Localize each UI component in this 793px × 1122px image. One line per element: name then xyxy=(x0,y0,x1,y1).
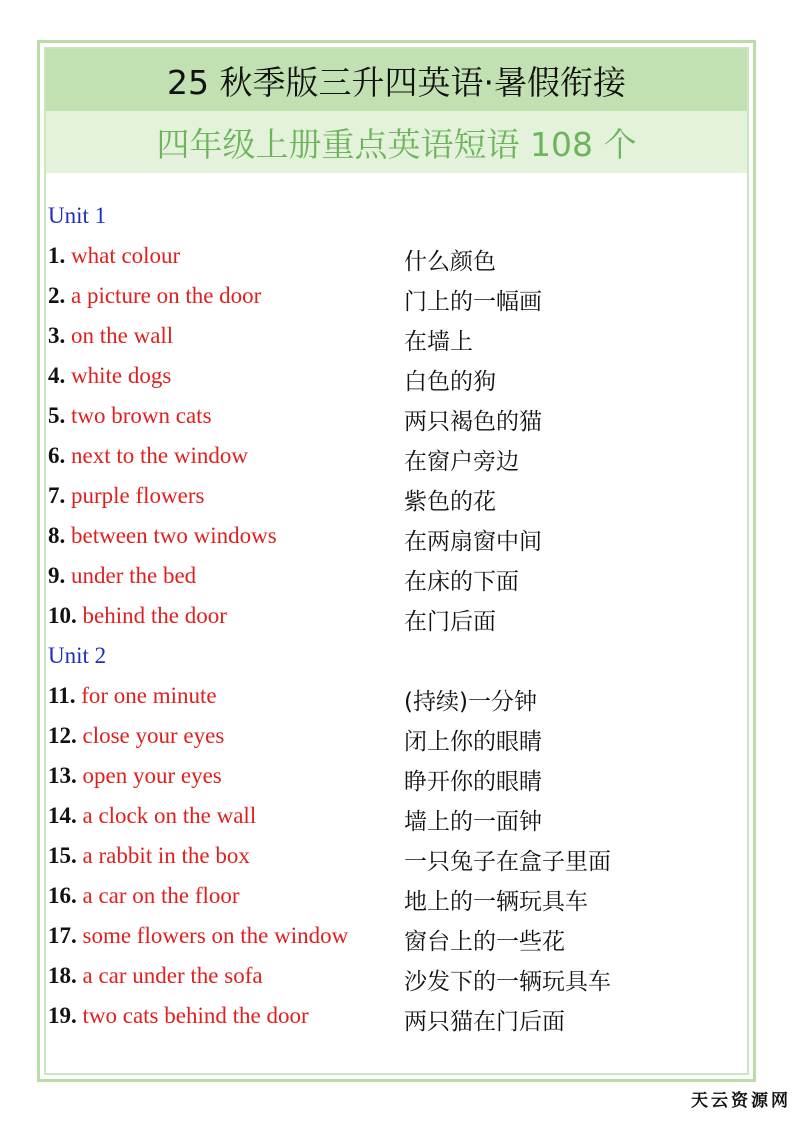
english-phrase-cell xyxy=(48,483,205,509)
english-phrase-cell xyxy=(48,963,263,989)
phrase-row xyxy=(48,598,748,638)
english-phrase-cell xyxy=(48,363,171,389)
phrase-row xyxy=(48,518,748,558)
english-phrase: a car on the floor xyxy=(82,883,240,908)
phrase-number: 1. xyxy=(48,243,66,268)
unit-heading-row xyxy=(48,198,748,238)
phrase-number: 10. xyxy=(48,603,77,628)
phrase-number: 16. xyxy=(48,883,77,908)
english-phrase: a picture on the door xyxy=(71,283,262,308)
english-phrase: white dogs xyxy=(71,363,172,388)
chinese-translation: 一只兔子在盒子里面 xyxy=(404,849,611,875)
english-phrase: a rabbit in the box xyxy=(82,843,250,868)
phrase-number: 3. xyxy=(48,323,66,348)
english-phrase: between two windows xyxy=(71,523,277,548)
phrase-row xyxy=(48,838,748,878)
title-banner xyxy=(46,49,747,111)
english-phrase-cell xyxy=(48,723,224,749)
english-phrase: for one minute xyxy=(81,683,217,708)
english-phrase: a car under the sofa xyxy=(82,963,263,988)
page-subtitle: 四年级上册重点英语短语 108 个 xyxy=(156,124,637,164)
chinese-translation: 在门后面 xyxy=(404,609,496,635)
phrase-row xyxy=(48,358,748,398)
phrase-row xyxy=(48,438,748,478)
phrase-row xyxy=(48,758,748,798)
chinese-translation: 在窗户旁边 xyxy=(404,449,519,475)
watermark-text: 天云资源网 xyxy=(691,1091,791,1111)
subtitle-banner xyxy=(46,111,747,173)
phrase-number: 6. xyxy=(48,443,66,468)
phrase-row xyxy=(48,958,748,998)
phrase-row xyxy=(48,678,748,718)
phrase-number: 2. xyxy=(48,283,66,308)
english-phrase-cell xyxy=(48,603,227,629)
chinese-translation: 什么颜色 xyxy=(404,249,496,275)
unit-heading: Unit 2 xyxy=(48,643,107,668)
chinese-translation: 睁开你的眼睛 xyxy=(404,769,542,795)
phrase-row xyxy=(48,238,748,278)
phrase-row xyxy=(48,718,748,758)
chinese-translation: 在床的下面 xyxy=(404,569,519,595)
phrase-number: 19. xyxy=(48,1003,77,1028)
phrase-number: 11. xyxy=(48,683,76,708)
phrase-number: 18. xyxy=(48,963,77,988)
english-phrase: two cats behind the door xyxy=(82,1003,309,1028)
chinese-translation: (持续)一分钟 xyxy=(404,689,537,715)
phrase-number: 15. xyxy=(48,843,77,868)
phrase-row xyxy=(48,878,748,918)
phrase-row xyxy=(48,998,748,1038)
english-phrase: a clock on the wall xyxy=(82,803,257,828)
phrase-number: 17. xyxy=(48,923,77,948)
chinese-translation: 沙发下的一辆玩具车 xyxy=(404,969,611,995)
chinese-translation: 紫色的花 xyxy=(404,489,496,515)
chinese-translation: 在墙上 xyxy=(404,329,473,355)
english-phrase-cell xyxy=(48,523,277,549)
phrase-number: 14. xyxy=(48,803,77,828)
phrase-number: 4. xyxy=(48,363,66,388)
english-phrase-cell xyxy=(48,1003,309,1029)
phrase-number: 7. xyxy=(48,483,66,508)
page-title: 25 秋季版三升四英语·暑假衔接 xyxy=(167,62,626,102)
english-phrase-cell xyxy=(48,883,240,909)
chinese-translation: 地上的一辆玩具车 xyxy=(404,889,588,915)
chinese-translation: 窗台上的一些花 xyxy=(404,929,565,955)
english-phrase-cell xyxy=(48,243,180,269)
chinese-translation: 两只褐色的猫 xyxy=(404,409,542,435)
phrase-row xyxy=(48,918,748,958)
chinese-translation: 在两扇窗中间 xyxy=(404,529,542,555)
phrase-row xyxy=(48,318,748,358)
english-phrase-cell xyxy=(48,923,348,949)
english-phrase: some flowers on the window xyxy=(82,923,349,948)
english-phrase-cell xyxy=(48,563,196,589)
phrase-number: 9. xyxy=(48,563,66,588)
phrase-number: 8. xyxy=(48,523,66,548)
english-phrase-cell xyxy=(48,803,256,829)
phrase-number: 5. xyxy=(48,403,66,428)
english-phrase-cell xyxy=(48,763,222,789)
phrase-row xyxy=(48,398,748,438)
english-phrase: close your eyes xyxy=(82,723,225,748)
english-phrase-cell xyxy=(48,843,250,869)
phrase-row xyxy=(48,558,748,598)
english-phrase: on the wall xyxy=(71,323,174,348)
english-phrase-cell xyxy=(48,443,248,469)
english-phrase: what colour xyxy=(71,243,181,268)
phrase-list xyxy=(48,198,748,1038)
english-phrase: purple flowers xyxy=(71,483,205,508)
english-phrase: under the bed xyxy=(71,563,197,588)
chinese-translation: 两只猫在门后面 xyxy=(404,1009,565,1035)
english-phrase: open your eyes xyxy=(82,763,222,788)
phrase-number: 13. xyxy=(48,763,77,788)
unit-heading: Unit 1 xyxy=(48,203,107,228)
phrase-row xyxy=(48,278,748,318)
phrase-row xyxy=(48,478,748,518)
chinese-translation: 门上的一幅画 xyxy=(404,289,542,315)
chinese-translation: 闭上你的眼睛 xyxy=(404,729,542,755)
unit-heading-row xyxy=(48,638,748,678)
chinese-translation: 白色的狗 xyxy=(404,369,496,395)
english-phrase: next to the window xyxy=(71,443,248,468)
phrase-row xyxy=(48,798,748,838)
english-phrase: behind the door xyxy=(82,603,227,628)
english-phrase: two brown cats xyxy=(71,403,212,428)
english-phrase-cell xyxy=(48,283,261,309)
english-phrase-cell xyxy=(48,323,173,349)
english-phrase-cell xyxy=(48,403,212,429)
chinese-translation: 墙上的一面钟 xyxy=(404,809,542,835)
english-phrase-cell xyxy=(48,683,217,709)
phrase-number: 12. xyxy=(48,723,77,748)
